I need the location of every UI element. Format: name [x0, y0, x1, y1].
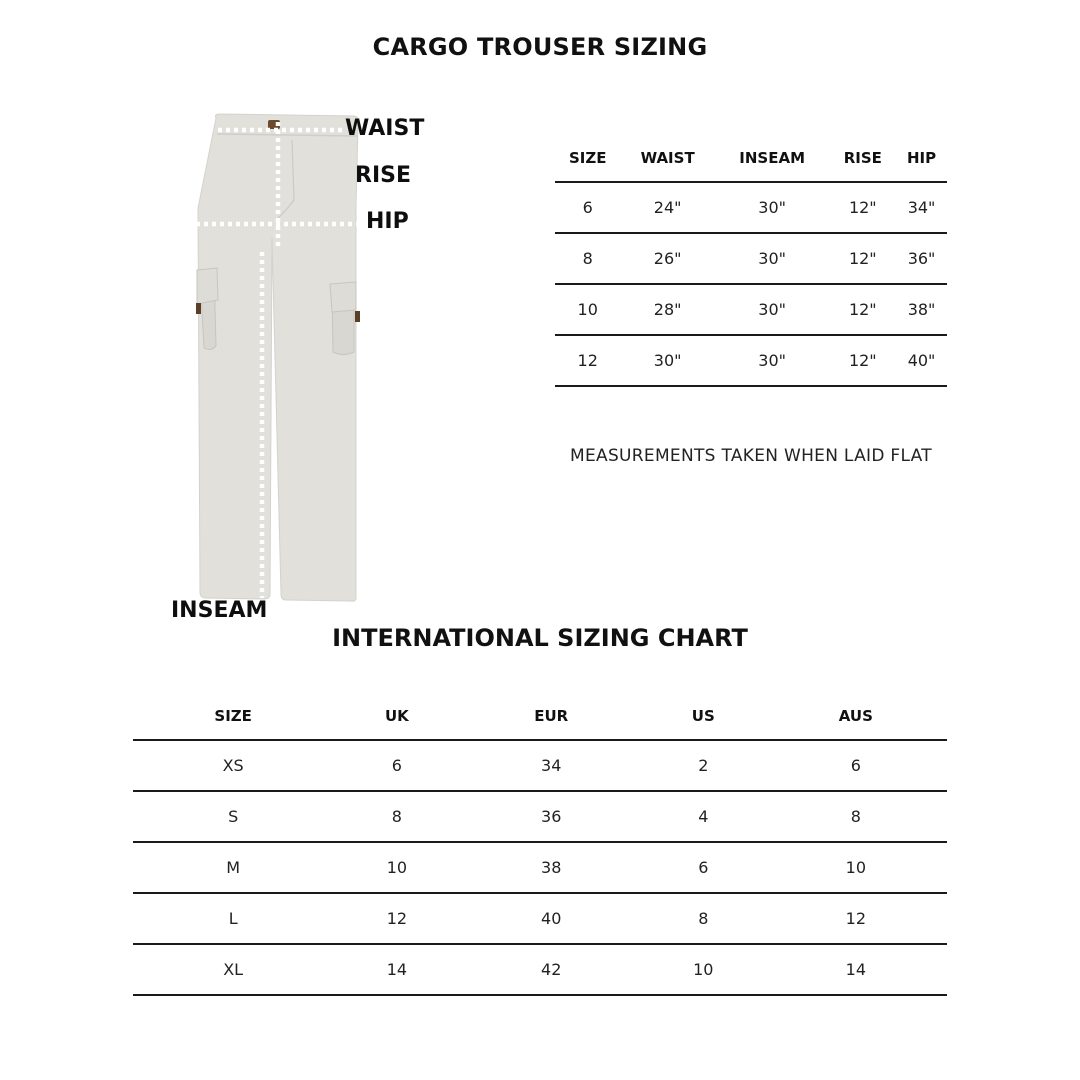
table-row — [133, 893, 947, 944]
hip-label: HIP — [366, 209, 409, 234]
table-cell: 6 — [555, 182, 620, 233]
table-cell: 2 — [642, 740, 765, 791]
table-cell: 8 — [642, 893, 765, 944]
table-cell: 34" — [896, 182, 947, 233]
table-cell: 24" — [620, 182, 714, 233]
table-row — [555, 284, 947, 335]
table-cell: 38" — [896, 284, 947, 335]
table-cell: 30" — [715, 233, 830, 284]
table-cell: 14 — [333, 944, 460, 995]
table-cell: 34 — [460, 740, 641, 791]
left-pocket-tab-icon — [196, 303, 201, 314]
table-cell: 8 — [555, 233, 620, 284]
table-cell: 40" — [896, 335, 947, 386]
table-cell: M — [133, 842, 333, 893]
international-title: INTERNATIONAL SIZING CHART — [332, 624, 748, 652]
table-cell: 26" — [620, 233, 714, 284]
table-cell: 12" — [830, 233, 897, 284]
column-header: SIZE — [555, 134, 620, 182]
table-row — [133, 842, 947, 893]
table-cell: 28" — [620, 284, 714, 335]
table-cell: 12 — [333, 893, 460, 944]
table-cell: 4 — [642, 791, 765, 842]
table-cell: 38 — [460, 842, 641, 893]
table-cell: 10 — [555, 284, 620, 335]
right-pocket-tab-icon — [355, 311, 360, 322]
column-header: UK — [333, 692, 460, 740]
rise-label: RISE — [355, 163, 411, 188]
page-title: CARGO TROUSER SIZING — [372, 33, 708, 61]
table-cell: 6 — [642, 842, 765, 893]
table-cell: 30" — [715, 335, 830, 386]
table-cell: 12 — [555, 335, 620, 386]
table-cell: XS — [133, 740, 333, 791]
international-sizing-table — [133, 692, 947, 996]
table-cell: 6 — [765, 740, 947, 791]
table-row — [133, 740, 947, 791]
column-header: EUR — [460, 692, 641, 740]
table-cell: 30" — [620, 335, 714, 386]
waist-label: WAIST — [345, 116, 425, 141]
cargo-trouser-illustration — [0, 0, 540, 630]
table-cell: 10 — [333, 842, 460, 893]
inseam-label: INSEAM — [171, 598, 268, 623]
table-cell: 12" — [830, 335, 897, 386]
table-header-row — [133, 692, 947, 740]
table-row — [555, 182, 947, 233]
table-cell: L — [133, 893, 333, 944]
table-cell: 42 — [460, 944, 641, 995]
table-cell: 36 — [460, 791, 641, 842]
measurement-note: MEASUREMENTS TAKEN WHEN LAID FLAT — [570, 446, 932, 466]
column-header: HIP — [896, 134, 947, 182]
table-cell: 12" — [830, 182, 897, 233]
left-pocket-flap — [197, 268, 218, 304]
column-header: WAIST — [620, 134, 714, 182]
column-header: INSEAM — [715, 134, 830, 182]
table-row — [133, 944, 947, 995]
table-cell: 8 — [765, 791, 947, 842]
table-cell: 8 — [333, 791, 460, 842]
table-cell: S — [133, 791, 333, 842]
table-cell: 40 — [460, 893, 641, 944]
table-cell: 12" — [830, 284, 897, 335]
right-pocket-flap — [330, 282, 356, 312]
column-header: US — [642, 692, 765, 740]
table-header-row — [555, 134, 947, 182]
table-cell: 36" — [896, 233, 947, 284]
table-row — [133, 791, 947, 842]
column-header: AUS — [765, 692, 947, 740]
trouser-figure — [0, 0, 540, 630]
table-cell: 30" — [715, 284, 830, 335]
column-header: SIZE — [133, 692, 333, 740]
measurement-table — [555, 134, 947, 387]
table-cell: 6 — [333, 740, 460, 791]
table-row — [555, 233, 947, 284]
table-cell: 10 — [765, 842, 947, 893]
table-cell: 10 — [642, 944, 765, 995]
table-cell: 12 — [765, 893, 947, 944]
table-cell: 14 — [765, 944, 947, 995]
column-header: RISE — [830, 134, 897, 182]
table-row — [555, 335, 947, 386]
table-cell: XL — [133, 944, 333, 995]
table-cell: 30" — [715, 182, 830, 233]
